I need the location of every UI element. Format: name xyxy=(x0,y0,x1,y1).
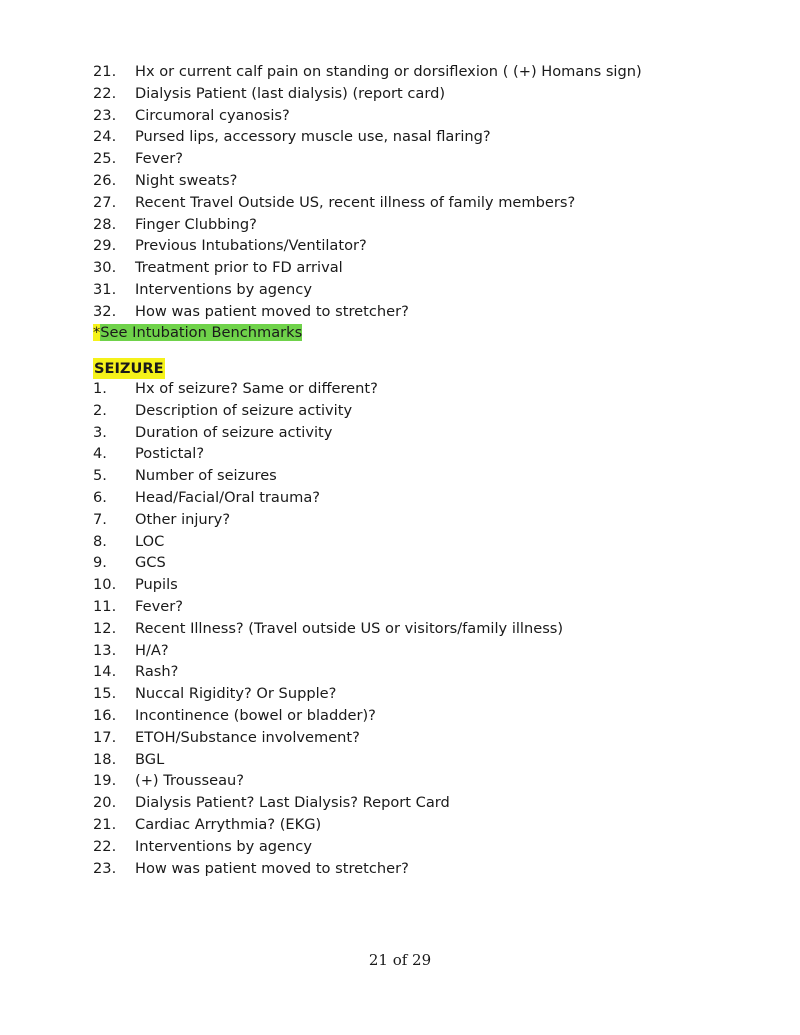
list-item xyxy=(93,858,563,880)
list-item xyxy=(93,770,563,792)
item-number: 16. xyxy=(93,706,117,724)
note-star: * xyxy=(93,324,101,341)
list-item xyxy=(93,443,563,465)
item-number: 21. xyxy=(93,63,117,80)
item-number: 29. xyxy=(93,237,117,255)
item-text: Duration of seizure activity xyxy=(135,423,333,441)
list-item xyxy=(93,596,563,618)
item-text: How was patient moved to stretcher? xyxy=(135,859,409,877)
item-text: Interventions by agency xyxy=(135,837,312,855)
item-text: Fever? xyxy=(135,597,183,615)
list-item xyxy=(93,509,563,531)
item-number: 17. xyxy=(93,728,117,746)
item-text: Dialysis Patient? Last Dialysis? Report Card xyxy=(135,794,450,812)
item-number: 23. xyxy=(93,106,117,124)
list-item xyxy=(93,235,642,257)
list-item xyxy=(93,574,563,596)
list-item xyxy=(93,301,642,323)
list-item xyxy=(93,661,563,683)
item-number: 19. xyxy=(93,772,117,790)
item-text: ETOH/Substance involvement? xyxy=(135,728,360,746)
list-item xyxy=(93,727,563,749)
list-item xyxy=(93,257,642,279)
page-number: 21 of 29 xyxy=(368,951,432,969)
item-text: Description of seizure activity xyxy=(135,401,353,419)
item-text: Finger Clubbing? xyxy=(135,215,257,233)
seizure-heading: SEIZURE xyxy=(94,360,164,377)
item-text: How was patient moved to stretcher? xyxy=(135,302,409,320)
note-text: See Intubation Benchmarks xyxy=(100,324,303,341)
item-number: 28. xyxy=(93,215,117,233)
item-text: BGL xyxy=(135,750,165,768)
item-number: 7. xyxy=(93,510,107,528)
list-item xyxy=(93,465,563,487)
item-text: Rash? xyxy=(135,663,179,681)
item-number: 4. xyxy=(93,445,107,463)
list-item xyxy=(93,170,642,192)
list-item xyxy=(93,640,563,662)
item-number: 23. xyxy=(93,859,117,877)
list-item xyxy=(93,83,642,105)
list-item xyxy=(93,792,563,814)
list-item xyxy=(93,214,642,236)
item-text: Number of seizures xyxy=(135,467,277,485)
list-item xyxy=(93,378,563,400)
item-text: Incontinence (bowel or bladder)? xyxy=(135,706,376,724)
intubation-benchmarks-note xyxy=(93,322,302,343)
item-number: 24. xyxy=(93,128,117,146)
item-number: 10. xyxy=(93,576,117,594)
item-number: 21. xyxy=(93,815,117,833)
item-number: 27. xyxy=(93,193,117,211)
seizure-checklist xyxy=(93,378,563,879)
item-text: Postictal? xyxy=(135,445,205,463)
item-number: 1. xyxy=(93,380,107,397)
list-item xyxy=(93,705,563,727)
item-number: 5. xyxy=(93,467,107,485)
list-item xyxy=(93,126,642,148)
item-number: 15. xyxy=(93,685,117,703)
item-text: Hx or current calf pain on standing or dorsiflexion ( (+) Homans sign) xyxy=(135,63,642,80)
item-text: Other injury? xyxy=(135,510,231,528)
list-item xyxy=(93,105,642,127)
respiratory-checklist xyxy=(93,61,642,323)
item-text: Pupils xyxy=(135,576,178,594)
list-item xyxy=(93,422,563,444)
item-number: 3. xyxy=(93,423,107,441)
item-number: 18. xyxy=(93,750,117,768)
item-number: 31. xyxy=(93,280,117,298)
item-number: 26. xyxy=(93,171,117,189)
list-item xyxy=(93,61,642,83)
item-text: Recent Illness? (Travel outside US or visitors/family illness) xyxy=(135,619,564,637)
item-text: Head/Facial/Oral trauma? xyxy=(135,488,321,506)
item-text: Treatment prior to FD arrival xyxy=(135,259,343,277)
list-item xyxy=(93,618,563,640)
item-number: 12. xyxy=(93,619,117,637)
item-number: 32. xyxy=(93,302,117,320)
item-text: GCS xyxy=(135,554,166,572)
item-number: 30. xyxy=(93,259,117,277)
item-text: Recent Travel Outside US, recent illness of family members? xyxy=(135,193,576,211)
item-number: 8. xyxy=(93,532,107,550)
item-text: Circumoral cyanosis? xyxy=(135,106,290,124)
item-text: Hx of seizure? Same or different? xyxy=(135,380,378,397)
list-item xyxy=(93,552,563,574)
item-number: 25. xyxy=(93,150,117,168)
list-item xyxy=(93,531,563,553)
item-number: 13. xyxy=(93,641,117,659)
list-item xyxy=(93,683,563,705)
item-text: Previous Intubations/Ventilator? xyxy=(135,237,367,255)
item-text: (+) Trousseau? xyxy=(135,772,245,790)
item-number: 22. xyxy=(93,837,117,855)
item-text: Fever? xyxy=(135,150,183,168)
item-text: Interventions by agency xyxy=(135,280,312,298)
list-item xyxy=(93,836,563,858)
list-item xyxy=(93,814,563,836)
list-item xyxy=(93,487,563,509)
list-item xyxy=(93,148,642,170)
item-number: 6. xyxy=(93,488,107,506)
list-item xyxy=(93,749,563,771)
item-number: 9. xyxy=(93,554,107,572)
list-item xyxy=(93,279,642,301)
list-item xyxy=(93,192,642,214)
item-text: H/A? xyxy=(135,641,169,659)
item-text: Nuccal Rigidity? Or Supple? xyxy=(135,685,337,703)
item-number: 2. xyxy=(93,401,107,419)
item-text: Night sweats? xyxy=(135,171,238,189)
item-text: Pursed lips, accessory muscle use, nasal flaring? xyxy=(135,128,491,146)
item-number: 11. xyxy=(93,597,117,615)
list-item xyxy=(93,400,563,422)
item-text: Dialysis Patient (last dialysis) (report card) xyxy=(135,84,446,102)
item-number: 14. xyxy=(93,663,117,681)
item-text: Cardiac Arrythmia? (EKG) xyxy=(135,815,322,833)
item-text: LOC xyxy=(135,532,165,550)
item-number: 22. xyxy=(93,84,117,102)
item-number: 20. xyxy=(93,794,117,812)
